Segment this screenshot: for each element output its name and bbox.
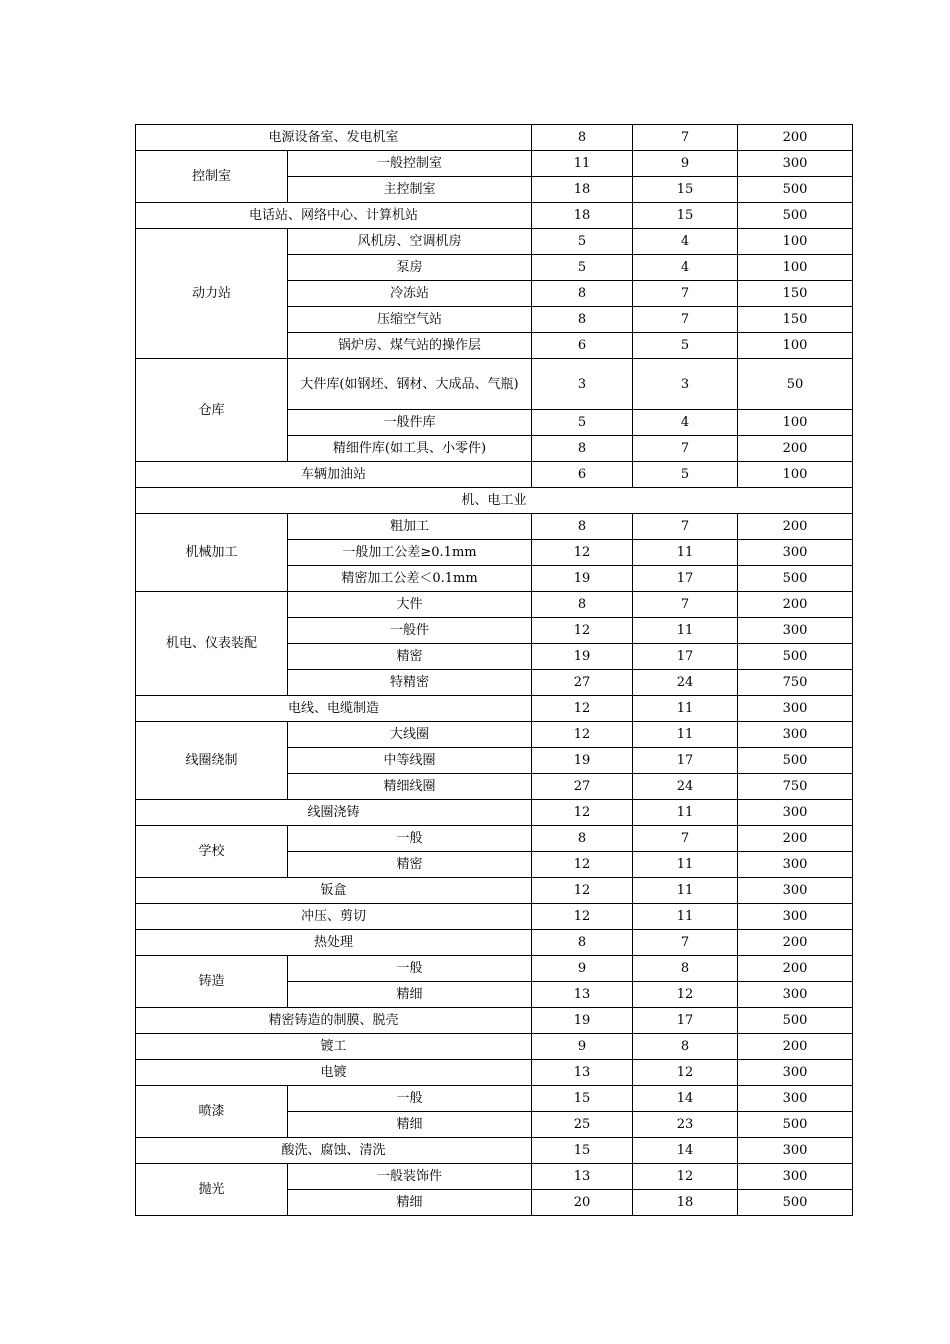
table-body bbox=[136, 125, 853, 1216]
subplace-cell: 冷冻站 bbox=[288, 281, 532, 307]
value-cell-2: 5 bbox=[633, 462, 738, 488]
subplace-cell: 精密 bbox=[288, 644, 532, 670]
subplace-cell: 一般件库 bbox=[288, 410, 532, 436]
value-cell-3: 200 bbox=[738, 514, 853, 540]
value-cell-2: 11 bbox=[633, 540, 738, 566]
value-cell-2: 11 bbox=[633, 722, 738, 748]
value-cell-2: 7 bbox=[633, 436, 738, 462]
value-cell-1: 5 bbox=[532, 229, 633, 255]
value-cell-1: 6 bbox=[532, 333, 633, 359]
table-row bbox=[136, 359, 853, 410]
place-cell: 线圈浇铸 bbox=[136, 800, 532, 826]
value-cell-3: 100 bbox=[738, 255, 853, 281]
subplace-cell: 精细 bbox=[288, 1112, 532, 1138]
subplace-cell: 一般加工公差≥0.1mm bbox=[288, 540, 532, 566]
group-cell: 学校 bbox=[136, 826, 288, 878]
place-cell: 电线、电缆制造 bbox=[136, 696, 532, 722]
table-row bbox=[136, 826, 853, 852]
subplace-cell: 一般 bbox=[288, 1086, 532, 1112]
value-cell-1: 11 bbox=[532, 151, 633, 177]
value-cell-1: 12 bbox=[532, 722, 633, 748]
value-cell-2: 17 bbox=[633, 644, 738, 670]
value-cell-2: 14 bbox=[633, 1138, 738, 1164]
section-heading: 机、电工业 bbox=[136, 488, 853, 514]
value-cell-2: 17 bbox=[633, 748, 738, 774]
place-cell: 热处理 bbox=[136, 930, 532, 956]
value-cell-3: 300 bbox=[738, 1060, 853, 1086]
value-cell-3: 300 bbox=[738, 904, 853, 930]
group-cell: 线圈绕制 bbox=[136, 722, 288, 800]
value-cell-3: 500 bbox=[738, 748, 853, 774]
subplace-cell: 锅炉房、煤气站的操作层 bbox=[288, 333, 532, 359]
value-cell-1: 8 bbox=[532, 307, 633, 333]
value-cell-1: 13 bbox=[532, 1164, 633, 1190]
value-cell-1: 25 bbox=[532, 1112, 633, 1138]
value-cell-3: 300 bbox=[738, 722, 853, 748]
value-cell-1: 8 bbox=[532, 436, 633, 462]
value-cell-1: 19 bbox=[532, 644, 633, 670]
value-cell-3: 500 bbox=[738, 1008, 853, 1034]
subplace-cell: 粗加工 bbox=[288, 514, 532, 540]
value-cell-1: 19 bbox=[532, 1008, 633, 1034]
value-cell-2: 23 bbox=[633, 1112, 738, 1138]
value-cell-3: 300 bbox=[738, 1086, 853, 1112]
subplace-cell: 大件 bbox=[288, 592, 532, 618]
group-cell: 机电、仪表装配 bbox=[136, 592, 288, 696]
value-cell-2: 15 bbox=[633, 203, 738, 229]
value-cell-2: 4 bbox=[633, 410, 738, 436]
value-cell-3: 150 bbox=[738, 281, 853, 307]
table-row bbox=[136, 1138, 853, 1164]
value-cell-3: 300 bbox=[738, 696, 853, 722]
subplace-cell: 泵房 bbox=[288, 255, 532, 281]
place-cell: 车辆加油站 bbox=[136, 462, 532, 488]
value-cell-1: 8 bbox=[532, 930, 633, 956]
value-cell-1: 8 bbox=[532, 281, 633, 307]
table-row bbox=[136, 125, 853, 151]
table-row bbox=[136, 1008, 853, 1034]
group-cell: 机械加工 bbox=[136, 514, 288, 592]
subplace-cell: 一般装饰件 bbox=[288, 1164, 532, 1190]
value-cell-2: 11 bbox=[633, 618, 738, 644]
value-cell-3: 200 bbox=[738, 592, 853, 618]
value-cell-2: 7 bbox=[633, 592, 738, 618]
value-cell-3: 300 bbox=[738, 1164, 853, 1190]
value-cell-1: 8 bbox=[532, 514, 633, 540]
place-cell: 精密铸造的制膜、脱壳 bbox=[136, 1008, 532, 1034]
value-cell-3: 500 bbox=[738, 177, 853, 203]
value-cell-2: 8 bbox=[633, 1034, 738, 1060]
table-row bbox=[136, 800, 853, 826]
value-cell-2: 11 bbox=[633, 904, 738, 930]
place-cell: 酸洗、腐蚀、清洗 bbox=[136, 1138, 532, 1164]
group-cell: 铸造 bbox=[136, 956, 288, 1008]
value-cell-1: 12 bbox=[532, 800, 633, 826]
value-cell-1: 12 bbox=[532, 904, 633, 930]
table-row bbox=[136, 1060, 853, 1086]
value-cell-3: 500 bbox=[738, 566, 853, 592]
subplace-cell: 风机房、空调机房 bbox=[288, 229, 532, 255]
value-cell-1: 3 bbox=[532, 359, 633, 410]
value-cell-2: 7 bbox=[633, 826, 738, 852]
value-cell-2: 3 bbox=[633, 359, 738, 410]
place-cell: 钣盒 bbox=[136, 878, 532, 904]
table-row bbox=[136, 151, 853, 177]
value-cell-1: 12 bbox=[532, 696, 633, 722]
group-cell: 动力站 bbox=[136, 229, 288, 359]
value-cell-1: 12 bbox=[532, 852, 633, 878]
value-cell-3: 750 bbox=[738, 670, 853, 696]
value-cell-1: 8 bbox=[532, 826, 633, 852]
value-cell-1: 18 bbox=[532, 203, 633, 229]
value-cell-3: 500 bbox=[738, 1112, 853, 1138]
value-cell-2: 12 bbox=[633, 1164, 738, 1190]
value-cell-2: 17 bbox=[633, 566, 738, 592]
value-cell-3: 300 bbox=[738, 878, 853, 904]
value-cell-1: 12 bbox=[532, 618, 633, 644]
value-cell-1: 8 bbox=[532, 125, 633, 151]
value-cell-3: 200 bbox=[738, 125, 853, 151]
value-cell-2: 15 bbox=[633, 177, 738, 203]
subplace-cell: 精细件库(如工具、小零件) bbox=[288, 436, 532, 462]
value-cell-2: 17 bbox=[633, 1008, 738, 1034]
subplace-cell: 一般件 bbox=[288, 618, 532, 644]
group-cell: 仓库 bbox=[136, 359, 288, 462]
value-cell-1: 6 bbox=[532, 462, 633, 488]
table-row bbox=[136, 930, 853, 956]
value-cell-2: 24 bbox=[633, 774, 738, 800]
value-cell-1: 5 bbox=[532, 255, 633, 281]
value-cell-3: 750 bbox=[738, 774, 853, 800]
value-cell-1: 9 bbox=[532, 956, 633, 982]
table-row bbox=[136, 878, 853, 904]
value-cell-1: 9 bbox=[532, 1034, 633, 1060]
value-cell-2: 7 bbox=[633, 930, 738, 956]
place-cell: 电镀 bbox=[136, 1060, 532, 1086]
value-cell-2: 24 bbox=[633, 670, 738, 696]
value-cell-3: 200 bbox=[738, 436, 853, 462]
table-row bbox=[136, 462, 853, 488]
place-cell: 镀工 bbox=[136, 1034, 532, 1060]
value-cell-2: 12 bbox=[633, 1060, 738, 1086]
value-cell-3: 50 bbox=[738, 359, 853, 410]
value-cell-3: 200 bbox=[738, 930, 853, 956]
table-row bbox=[136, 1164, 853, 1190]
subplace-cell: 精密加工公差＜0.1mm bbox=[288, 566, 532, 592]
subplace-cell: 精细 bbox=[288, 1190, 532, 1216]
value-cell-1: 20 bbox=[532, 1190, 633, 1216]
subplace-cell: 主控制室 bbox=[288, 177, 532, 203]
value-cell-3: 100 bbox=[738, 333, 853, 359]
value-cell-2: 14 bbox=[633, 1086, 738, 1112]
value-cell-1: 19 bbox=[532, 566, 633, 592]
place-cell: 冲压、剪切 bbox=[136, 904, 532, 930]
place-cell: 电源设备室、发电机室 bbox=[136, 125, 532, 151]
table-row bbox=[136, 1086, 853, 1112]
subplace-cell: 一般控制室 bbox=[288, 151, 532, 177]
value-cell-2: 5 bbox=[633, 333, 738, 359]
value-cell-3: 150 bbox=[738, 307, 853, 333]
value-cell-1: 19 bbox=[532, 748, 633, 774]
value-cell-3: 500 bbox=[738, 644, 853, 670]
value-cell-3: 100 bbox=[738, 229, 853, 255]
subplace-cell: 特精密 bbox=[288, 670, 532, 696]
subplace-cell: 一般 bbox=[288, 956, 532, 982]
value-cell-3: 100 bbox=[738, 462, 853, 488]
value-cell-3: 500 bbox=[738, 1190, 853, 1216]
value-cell-2: 8 bbox=[633, 956, 738, 982]
value-cell-2: 11 bbox=[633, 800, 738, 826]
table-row bbox=[136, 904, 853, 930]
table-row bbox=[136, 956, 853, 982]
value-cell-3: 300 bbox=[738, 800, 853, 826]
group-cell: 控制室 bbox=[136, 151, 288, 203]
value-cell-2: 11 bbox=[633, 852, 738, 878]
subplace-cell: 精细线圈 bbox=[288, 774, 532, 800]
value-cell-3: 200 bbox=[738, 1034, 853, 1060]
table-row bbox=[136, 1034, 853, 1060]
value-cell-3: 300 bbox=[738, 982, 853, 1008]
value-cell-1: 5 bbox=[532, 410, 633, 436]
group-cell: 抛光 bbox=[136, 1164, 288, 1216]
value-cell-1: 13 bbox=[532, 982, 633, 1008]
value-cell-1: 15 bbox=[532, 1138, 633, 1164]
table-row bbox=[136, 203, 853, 229]
value-cell-3: 300 bbox=[738, 540, 853, 566]
value-cell-3: 200 bbox=[738, 826, 853, 852]
table-row bbox=[136, 722, 853, 748]
value-cell-1: 12 bbox=[532, 540, 633, 566]
value-cell-1: 18 bbox=[532, 177, 633, 203]
value-cell-3: 300 bbox=[738, 852, 853, 878]
value-cell-2: 11 bbox=[633, 878, 738, 904]
value-cell-2: 12 bbox=[633, 982, 738, 1008]
value-cell-2: 7 bbox=[633, 281, 738, 307]
section-row bbox=[136, 488, 853, 514]
value-cell-3: 100 bbox=[738, 410, 853, 436]
value-cell-2: 4 bbox=[633, 255, 738, 281]
value-cell-3: 300 bbox=[738, 151, 853, 177]
value-cell-2: 9 bbox=[633, 151, 738, 177]
group-cell: 喷漆 bbox=[136, 1086, 288, 1138]
value-cell-1: 27 bbox=[532, 774, 633, 800]
value-cell-3: 500 bbox=[738, 203, 853, 229]
table-row bbox=[136, 229, 853, 255]
value-cell-3: 300 bbox=[738, 1138, 853, 1164]
table-row bbox=[136, 696, 853, 722]
subplace-cell: 精细 bbox=[288, 982, 532, 1008]
place-cell: 电话站、网络中心、计算机站 bbox=[136, 203, 532, 229]
value-cell-3: 200 bbox=[738, 956, 853, 982]
value-cell-1: 12 bbox=[532, 878, 633, 904]
value-cell-2: 7 bbox=[633, 514, 738, 540]
value-cell-2: 18 bbox=[633, 1190, 738, 1216]
value-cell-1: 27 bbox=[532, 670, 633, 696]
value-cell-3: 300 bbox=[738, 618, 853, 644]
illuminance-table bbox=[135, 124, 853, 1216]
value-cell-2: 7 bbox=[633, 307, 738, 333]
subplace-cell: 大件库(如钢坯、钢材、大成品、气瓶) bbox=[288, 359, 532, 410]
table-row bbox=[136, 592, 853, 618]
value-cell-1: 13 bbox=[532, 1060, 633, 1086]
table-row bbox=[136, 514, 853, 540]
value-cell-2: 7 bbox=[633, 125, 738, 151]
value-cell-1: 8 bbox=[532, 592, 633, 618]
value-cell-2: 11 bbox=[633, 696, 738, 722]
subplace-cell: 精密 bbox=[288, 852, 532, 878]
subplace-cell: 中等线圈 bbox=[288, 748, 532, 774]
value-cell-1: 15 bbox=[532, 1086, 633, 1112]
subplace-cell: 一般 bbox=[288, 826, 532, 852]
subplace-cell: 压缩空气站 bbox=[288, 307, 532, 333]
subplace-cell: 大线圈 bbox=[288, 722, 532, 748]
value-cell-2: 4 bbox=[633, 229, 738, 255]
